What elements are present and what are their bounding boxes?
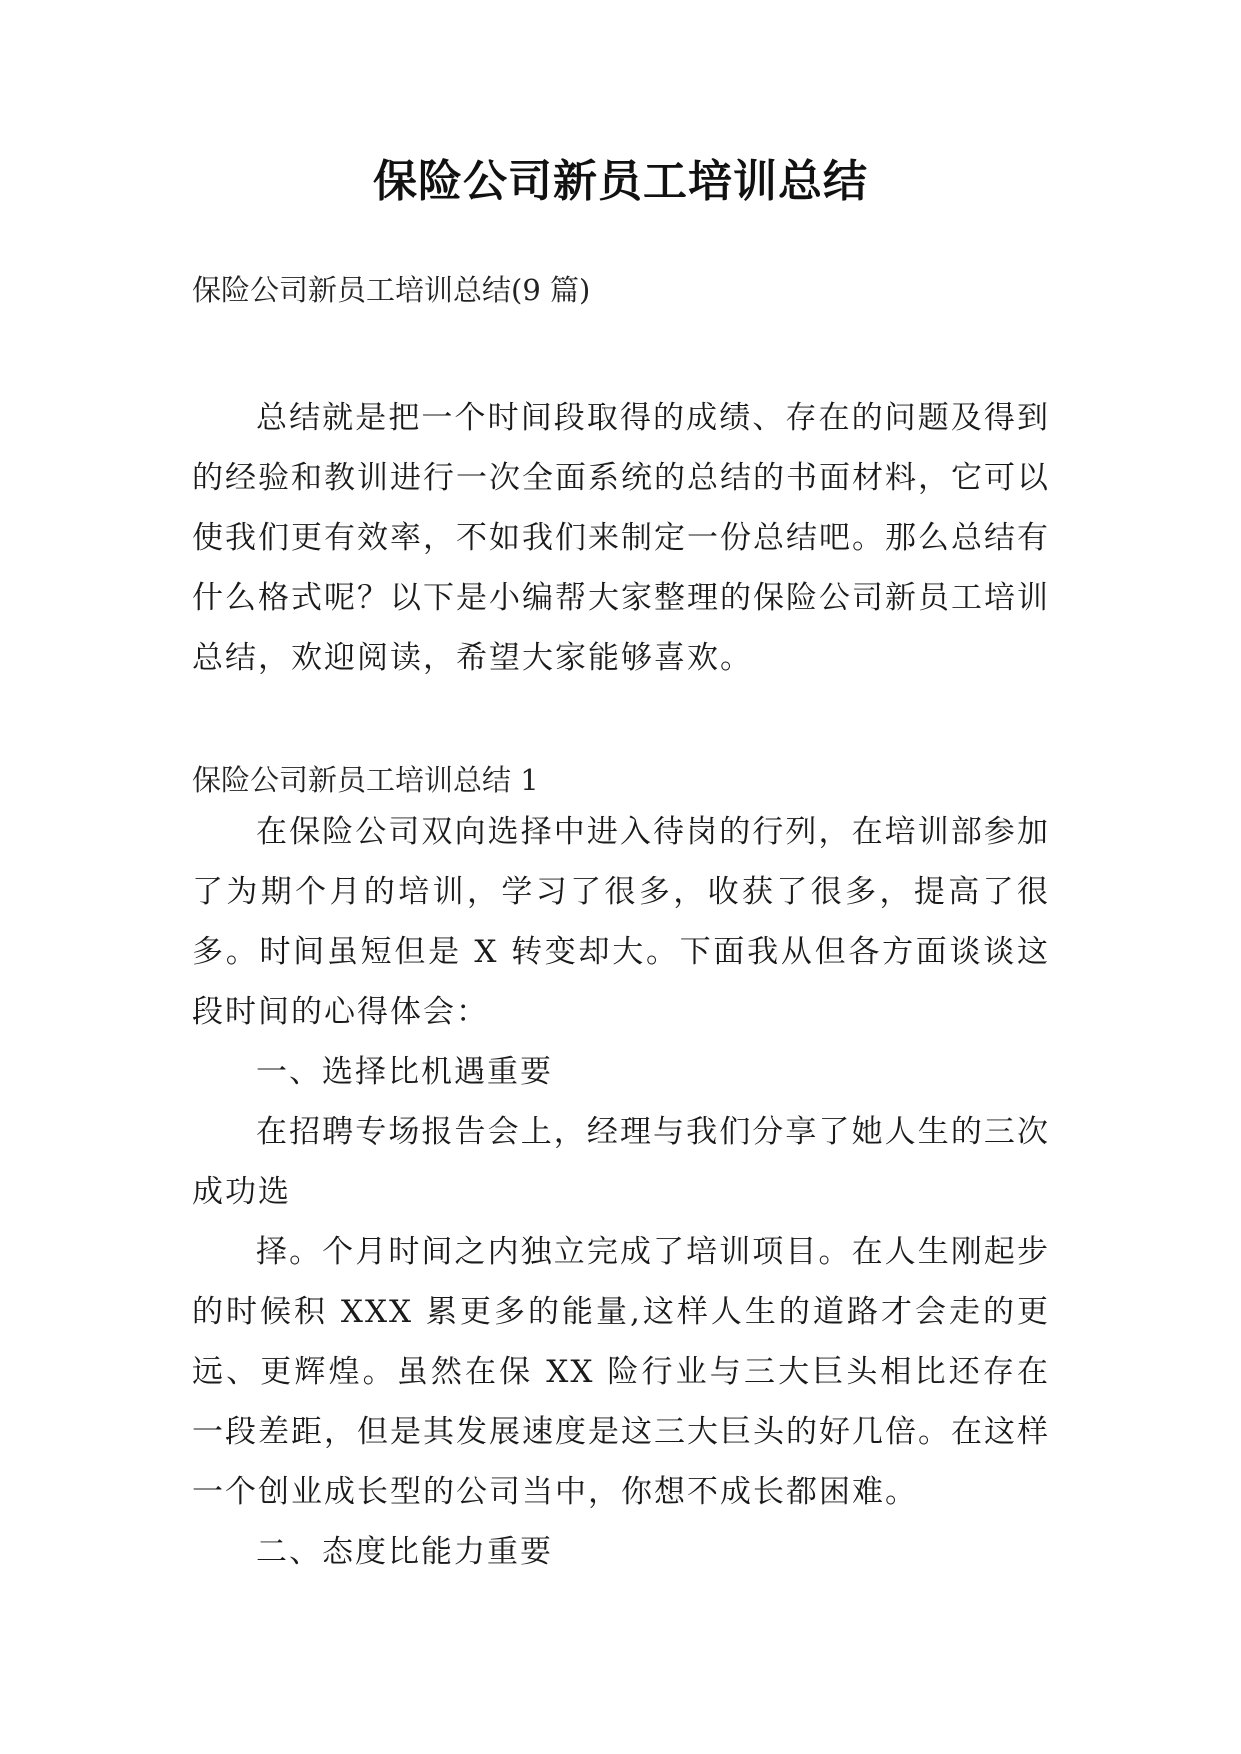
body-paragraph: 在招聘专场报告会上，经理与我们分享了她人生的三次成功选	[192, 1114, 1050, 1210]
spacer	[192, 688, 1050, 758]
spacer	[192, 312, 1050, 388]
body-paragraph: 择。个月时间之内独立完成了培训项目。在人生刚起步的时候积 XXX 累更多的能量,这样人生的道路才会走的更远、更辉煌。虽然在保 XX 险行业与三大巨头相比还存在一段差距，但是其发展速度是这三大巨头的好几倍。在这样一个创业成长型的公司当中，你想不成长都困难。	[192, 1234, 1050, 1510]
section-heading: 二、态度比能力重要	[256, 1534, 553, 1570]
intro-paragraph: 总结就是把一个时间段取得的成绩、存在的问题及得到的经验和教训进行一次全面系统的总结的书面材料，它可以使我们更有效率，不如我们来制定一份总结吧。那么总结有什么格式呢？以下是小编帮大家整理的保险公司新员工培训总结，欢迎阅读，希望大家能够喜欢。	[192, 400, 1050, 676]
document-body	[192, 268, 1050, 1582]
section-title: 保险公司新员工培训总结 1	[192, 763, 539, 797]
document-subtitle: 保险公司新员工培训总结(9 篇)	[192, 273, 591, 307]
section-heading: 一、选择比机遇重要	[256, 1054, 553, 1090]
body-paragraph: 在保险公司双向选择中进入待岗的行列，在培训部参加了为期个月的培训，学习了很多，收获了很多，提高了很多。时间虽短但是 X 转变却大。下面我从但各方面谈谈这段时间的心得体会：	[192, 814, 1050, 1030]
document-title: 保险公司新员工培训总结	[373, 156, 868, 207]
